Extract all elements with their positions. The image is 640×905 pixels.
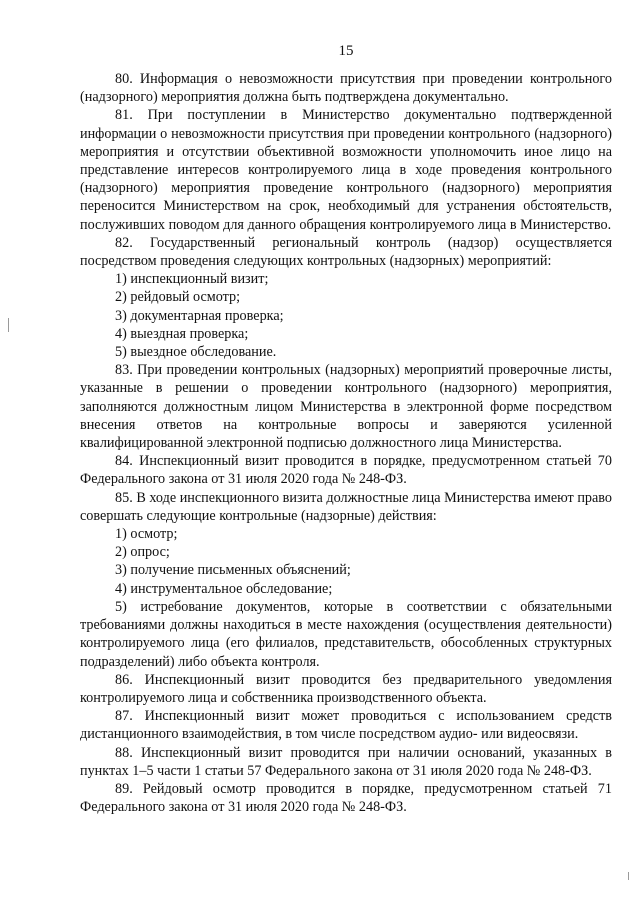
list-item: 4) выездная проверка; [115, 325, 249, 342]
list-item: 2) рейдовый осмотр; [115, 289, 241, 306]
paragraph-83: 83. При проведении контрольных (надзорных) мероприятий проверочные листы, указанные в решении о проведении контрольного (надзорного) мероприятия, заполняются должностным лицом Министерства в электронной форме посредством внесения ответов на контрольные вопросы и заверяются усиленной квалифицированной электронной подписью должностного лица Министерства. [80, 362, 612, 452]
paragraph-88: 88. Инспекционный визит проводится при наличии оснований, указанных в пунктах 1–5 части 1 статьи 57 Федерального закона от 31 июля 2020 года № 248-ФЗ. [80, 744, 612, 779]
scan-edge-mark [628, 872, 629, 880]
list-item: 4) инструментальное обследование; [115, 580, 333, 597]
paragraph-89: 89. Рейдовый осмотр проводится в порядке, предусмотренном статьей 71 Федерального закона от 31 июля 2020 года № 248-ФЗ. [80, 780, 612, 816]
page-number: 15 [338, 43, 354, 59]
paragraph-85: 85. В ходе инспекционного визита должностные лица Министерства имеют право совершать следующие контрольные (надзорные) действия: [80, 489, 612, 524]
list-item: 1) инспекционный визит; [115, 271, 269, 288]
list-item: 5) истребование документов, которые в соответствии с обязательными требованиями должны находиться в месте нахождения (осуществления деятельности) контролируемого лица (его филиалов, представительств, обособленных структурных подразделений) либо объекта контроля. [80, 598, 612, 670]
paragraph-84: 84. Инспекционный визит проводится в порядке, предусмотренном статьей 70 Федерального закона от 31 июля 2020 года № 248-ФЗ. [80, 453, 612, 488]
list-item: 2) опрос; [115, 544, 170, 561]
list-item: 3) получение письменных объяснений; [115, 562, 351, 579]
list-item: 5) выездное обследование. [115, 344, 277, 361]
paragraph-87: 87. Инспекционный визит может проводиться с использованием средств дистанционного взаимодействия, в том числе посредством аудио- или видеосвязи. [80, 708, 612, 743]
list-item: 3) документарная проверка; [115, 307, 284, 324]
paragraph-82: 82. Государственный региональный контроль (надзор) осуществляется посредством проведения следующих контрольных (надзорных) мероприятий: [80, 234, 612, 270]
paragraph-81: 81. При поступлении в Министерство документально подтвержденной информации о невозможности присутствия при проведении контрольного (надзорного) мероприятия и отсутствии объективной возможности уполномочить иное лицо на представление интересов контролируемого лица в ходе проведения контрольного (надзорного) мероприятия проведение контрольного (надзорного) мероприятия переносится Министерством на срок, необходимый для устранения обстоятельств, послуживших поводом для данного обращения контролируемого лица в Министерство. [80, 107, 612, 233]
paragraph-86: 86. Инспекционный визит проводится без предварительного уведомления контролируемого лица и собственника производственного объекта. [80, 671, 612, 706]
paragraph-80: 80. Информация о невозможности присутствия при проведении контрольного (надзорного) мероприятия должна быть подтверждена документально. [80, 71, 612, 106]
document-body [80, 70, 612, 816]
scan-edge-mark [8, 318, 9, 332]
list-item: 1) осмотр; [115, 526, 178, 543]
